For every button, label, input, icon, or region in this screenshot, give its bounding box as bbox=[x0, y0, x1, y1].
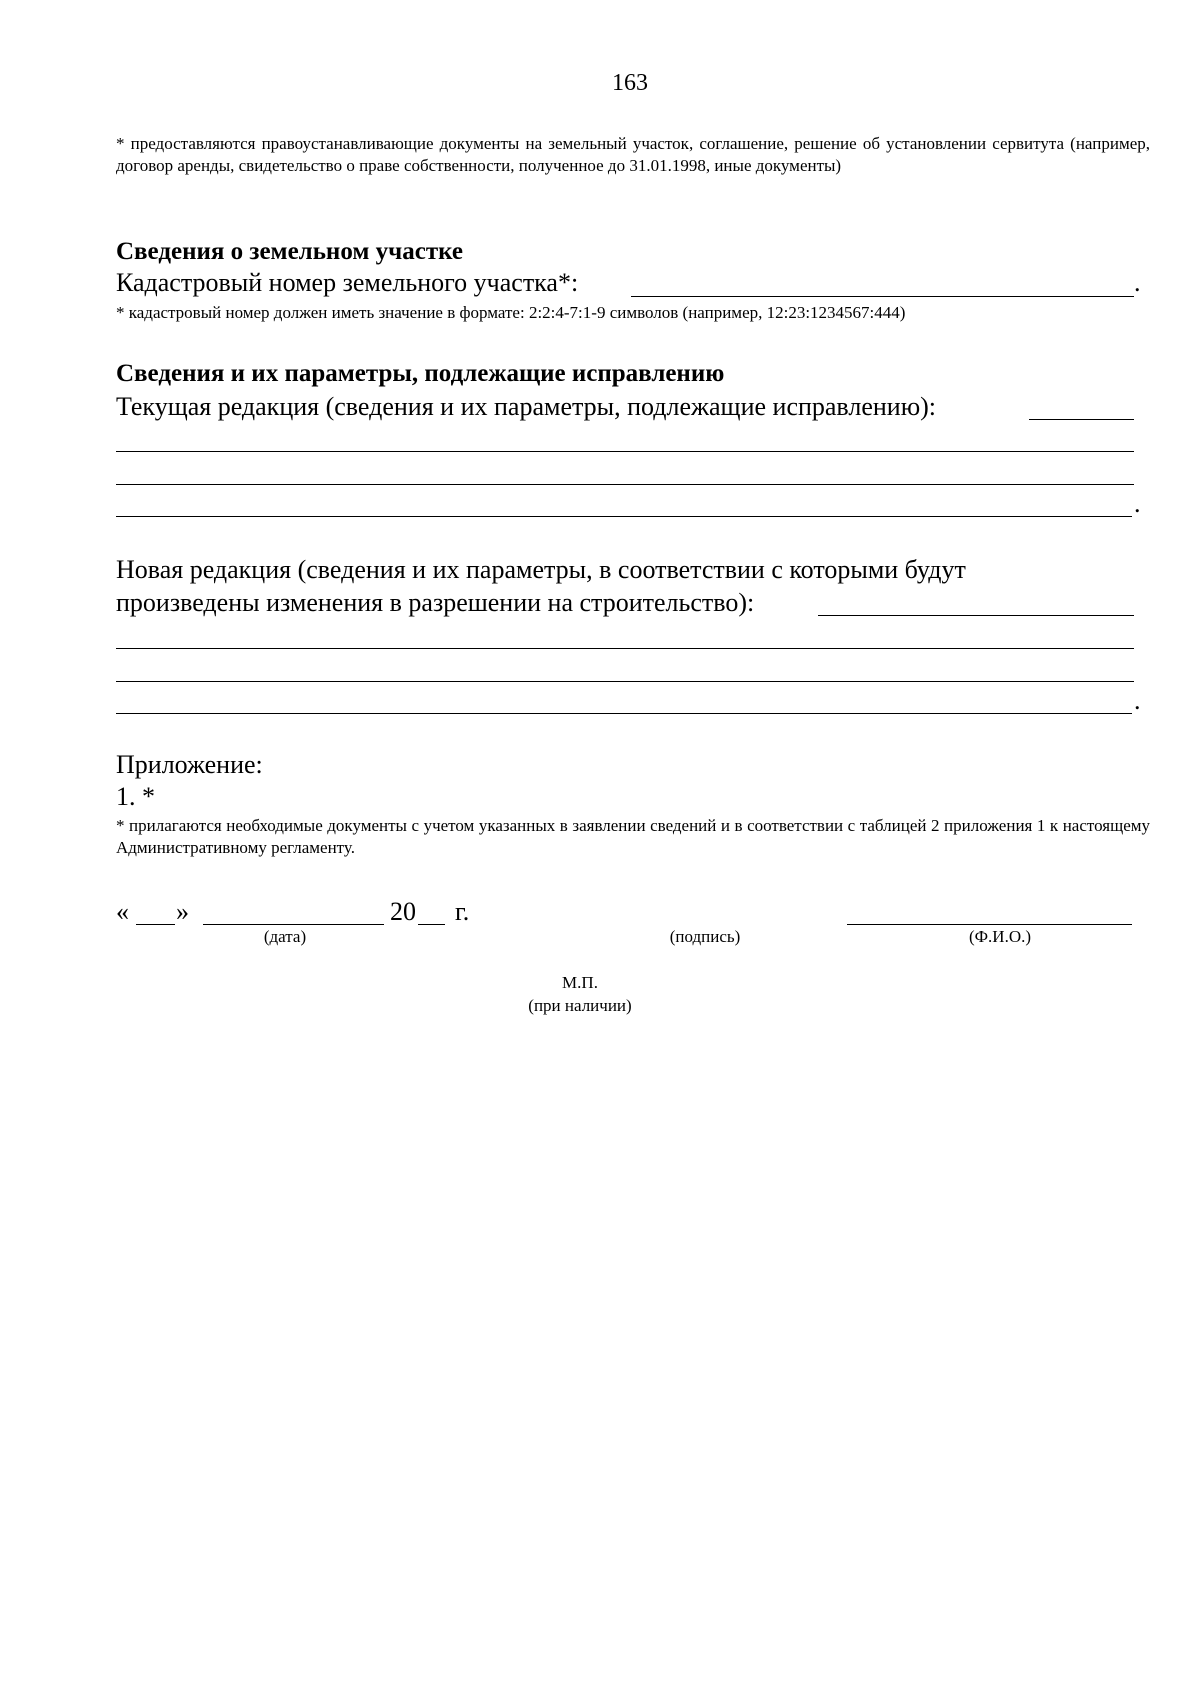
land-plot-heading: Сведения о земельном участке bbox=[116, 238, 463, 265]
current-edition-field-inline[interactable] bbox=[1029, 419, 1134, 420]
cadastral-label: Кадастровый номер земельного участка*: bbox=[116, 268, 579, 297]
stamp-note: (при наличии) bbox=[528, 996, 632, 1015]
attachment-heading: Приложение: bbox=[116, 750, 263, 779]
current-edition-field-line-3[interactable] bbox=[116, 516, 1132, 517]
new-edition-field-line-2[interactable] bbox=[116, 681, 1134, 682]
day-field[interactable] bbox=[136, 924, 175, 925]
date-quote-open: « bbox=[116, 897, 129, 926]
new-edition-field-line-3[interactable] bbox=[116, 713, 1132, 714]
month-field[interactable] bbox=[203, 924, 384, 925]
page-number: 163 bbox=[612, 70, 648, 96]
signature-caption: (подпись) bbox=[669, 927, 741, 946]
cadastral-note: * кадастровый номер должен иметь значение в формате: 2:2:4-7:1-9 символов (например, 12:23:1234567:444) bbox=[116, 303, 906, 322]
footnote-documents: * предоставляются правоустанавливающие документы на земельный участок, соглашение, решение об установлении сервитута (например, договор аренды, свидетельство о праве собственности, полученное до 31.01.1998, иные документы) bbox=[116, 134, 1150, 175]
year-suffix: г. bbox=[455, 897, 470, 926]
name-field[interactable] bbox=[847, 924, 1132, 925]
current-edition-period: . bbox=[1134, 489, 1141, 518]
stamp-label: М.П. bbox=[562, 973, 598, 992]
attachment-note: * прилагаются необходимые документы с учетом указанных в заявлении сведений и в соответствии с таблицей 2 приложения 1 к настоящему Административному регламенту. bbox=[116, 816, 1150, 857]
new-edition-label-line-2: произведены изменения в разрешении на строительство): bbox=[116, 588, 755, 617]
date-quote-close: » bbox=[176, 897, 189, 926]
attachment-item-1: 1. * bbox=[116, 782, 155, 811]
current-edition-field-line-2[interactable] bbox=[116, 484, 1134, 485]
current-edition-label: Текущая редакция (сведения и их параметры, подлежащие исправлению): bbox=[116, 392, 937, 421]
name-caption: (Ф.И.О.) bbox=[968, 927, 1032, 946]
corrections-heading: Сведения и их параметры, подлежащие исправлению bbox=[116, 360, 725, 387]
year-field[interactable] bbox=[418, 924, 445, 925]
date-caption: (дата) bbox=[263, 927, 307, 946]
year-prefix: 20 bbox=[390, 897, 416, 926]
new-edition-period: . bbox=[1134, 686, 1141, 715]
cadastral-number-field[interactable] bbox=[631, 296, 1134, 297]
cadastral-period: . bbox=[1134, 268, 1141, 297]
new-edition-field-inline[interactable] bbox=[818, 615, 1134, 616]
new-edition-label-line-1: Новая редакция (сведения и их параметры, в соответствии с которыми будут bbox=[116, 555, 966, 584]
current-edition-field-line-1[interactable] bbox=[116, 451, 1134, 452]
new-edition-field-line-1[interactable] bbox=[116, 648, 1134, 649]
